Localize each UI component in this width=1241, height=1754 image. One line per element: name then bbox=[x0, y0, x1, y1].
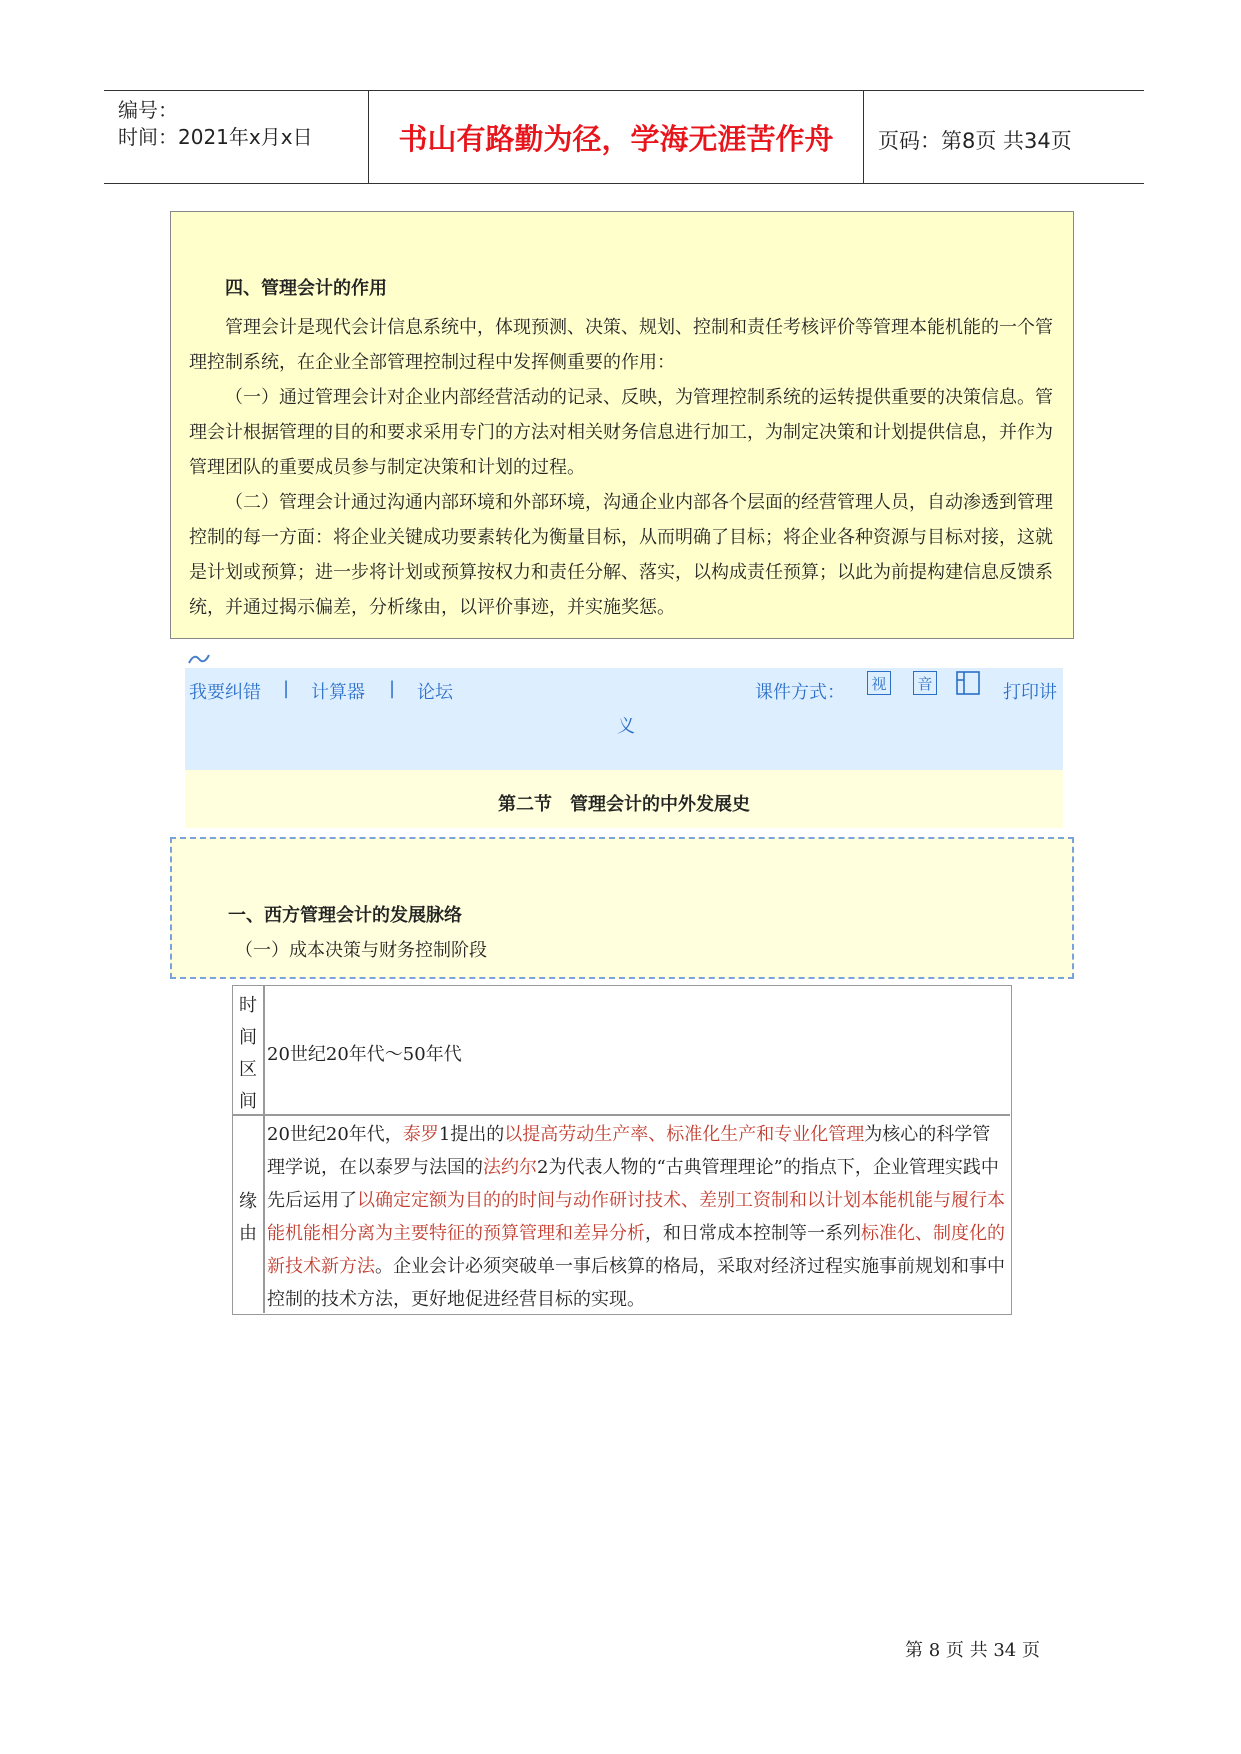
section-4-body bbox=[189, 310, 1057, 625]
west-history-title: 一、西方管理会计的发展脉络 bbox=[228, 905, 462, 926]
paragraph: （二）管理会计通过沟通内部环境和外部环境，沟通企业内部各个层面的经营管理人员，自动渗透到管理控制的每一方面：将企业关键成功要素转化为衡量目标，从而明确了目标；将企业各种资源与目标对接，这就是计划或预算；进一步将计划或预算按权力和责任分解、落实，以构成责任预算；以此为前提构建信息反馈系统，并通过揭示偏差，分析缘由，以评价事迹，并实施奖惩。 bbox=[189, 492, 1053, 618]
header-motto-cell bbox=[369, 91, 864, 183]
print-handout-link-wrap[interactable]: 义 bbox=[617, 716, 635, 737]
table-divider bbox=[233, 1114, 1010, 1116]
text-mode-icon[interactable] bbox=[956, 671, 980, 695]
time-range-key: 时 间 区 间 bbox=[239, 995, 257, 1112]
forum-link[interactable]: 论坛 bbox=[417, 682, 453, 703]
video-mode-icon[interactable]: 视 bbox=[867, 671, 891, 695]
paragraph: 管理会计是现代会计信息系统中，体现预测、决策、规划、控制和责任考核评价等管理本能机能的一个管理控制系统，在企业全部管理控制过程中发挥侧重要的作用： bbox=[189, 317, 1053, 373]
footer-page-number: 第 8 页 共 34 页 bbox=[905, 1640, 1040, 1661]
cause-value: 20世纪20年代，泰罗1提出的以提高劳动生产率、标准化生产和专业化管理为核心的科学管理学说，在以泰罗与法国的法约尔2为代表人物的“古典管理理论”的指点下，企业管理实践中先后运用了以确定定额为目的的时间与动作研讨技术、差别工资制和以计划本能机能与履行本能机能相分离为主要特征的预算管理和差异分析，和日常成本控制等一系列标准化、制度化的新技术新方法。企业会计必须突破单一事后核算的格局，采取对经济过程实施事前规划和事中控制的技术方法，更好地促进经营目标的实现。 bbox=[267, 1124, 1005, 1310]
cause-key: 缘 由 bbox=[239, 1191, 257, 1244]
print-handout-link[interactable]: 打印讲 bbox=[1003, 682, 1057, 703]
paragraph: （一）通过管理会计对企业内部经营活动的记录、反映，为管理控制系统的运转提供重要的决策信息。管理会计根据管理的目的和要求采用专门的方法对相关财务信息进行加工，为制定决策和计划提供信息，并作为管理团队的重要成员参与制定决策和计划的过程。 bbox=[189, 387, 1053, 478]
audio-mode-icon[interactable]: 音 bbox=[913, 671, 937, 695]
stage-table bbox=[232, 985, 1012, 1315]
time-label: 时间：2021年x月x日 bbox=[118, 125, 313, 149]
header-page-cell bbox=[864, 91, 1144, 183]
motto: 书山有路勤为径，学海无涯苦作舟 bbox=[398, 122, 834, 156]
header-info-cell bbox=[104, 91, 369, 183]
section-4-box bbox=[170, 211, 1074, 639]
report-error-link[interactable]: 我要纠错 bbox=[189, 682, 261, 703]
table-divider bbox=[263, 986, 265, 1313]
separator: | bbox=[389, 678, 396, 699]
section-2-title: 第二节 管理会计的中外发展史 bbox=[498, 794, 750, 815]
calculator-link[interactable]: 计算器 bbox=[311, 682, 365, 703]
section-2-bar bbox=[185, 770, 1063, 828]
section-4-title: 四、管理会计的作用 bbox=[225, 278, 387, 299]
courseware-logo-icon bbox=[188, 653, 210, 665]
time-range-value: 20世纪20年代～50年代 bbox=[267, 1044, 462, 1065]
header-page-number: 页码：第8页 共34页 bbox=[878, 129, 1072, 153]
courseware-mode-label: 课件方式： bbox=[755, 682, 845, 703]
stage-subtitle: （一）成本决策与财务控制阶段 bbox=[235, 940, 487, 961]
page-header bbox=[104, 90, 1144, 184]
separator: | bbox=[283, 678, 290, 699]
courseware-toolbar bbox=[185, 668, 1063, 770]
serial-number-label: 编号： bbox=[118, 98, 178, 122]
west-history-box bbox=[170, 837, 1074, 979]
